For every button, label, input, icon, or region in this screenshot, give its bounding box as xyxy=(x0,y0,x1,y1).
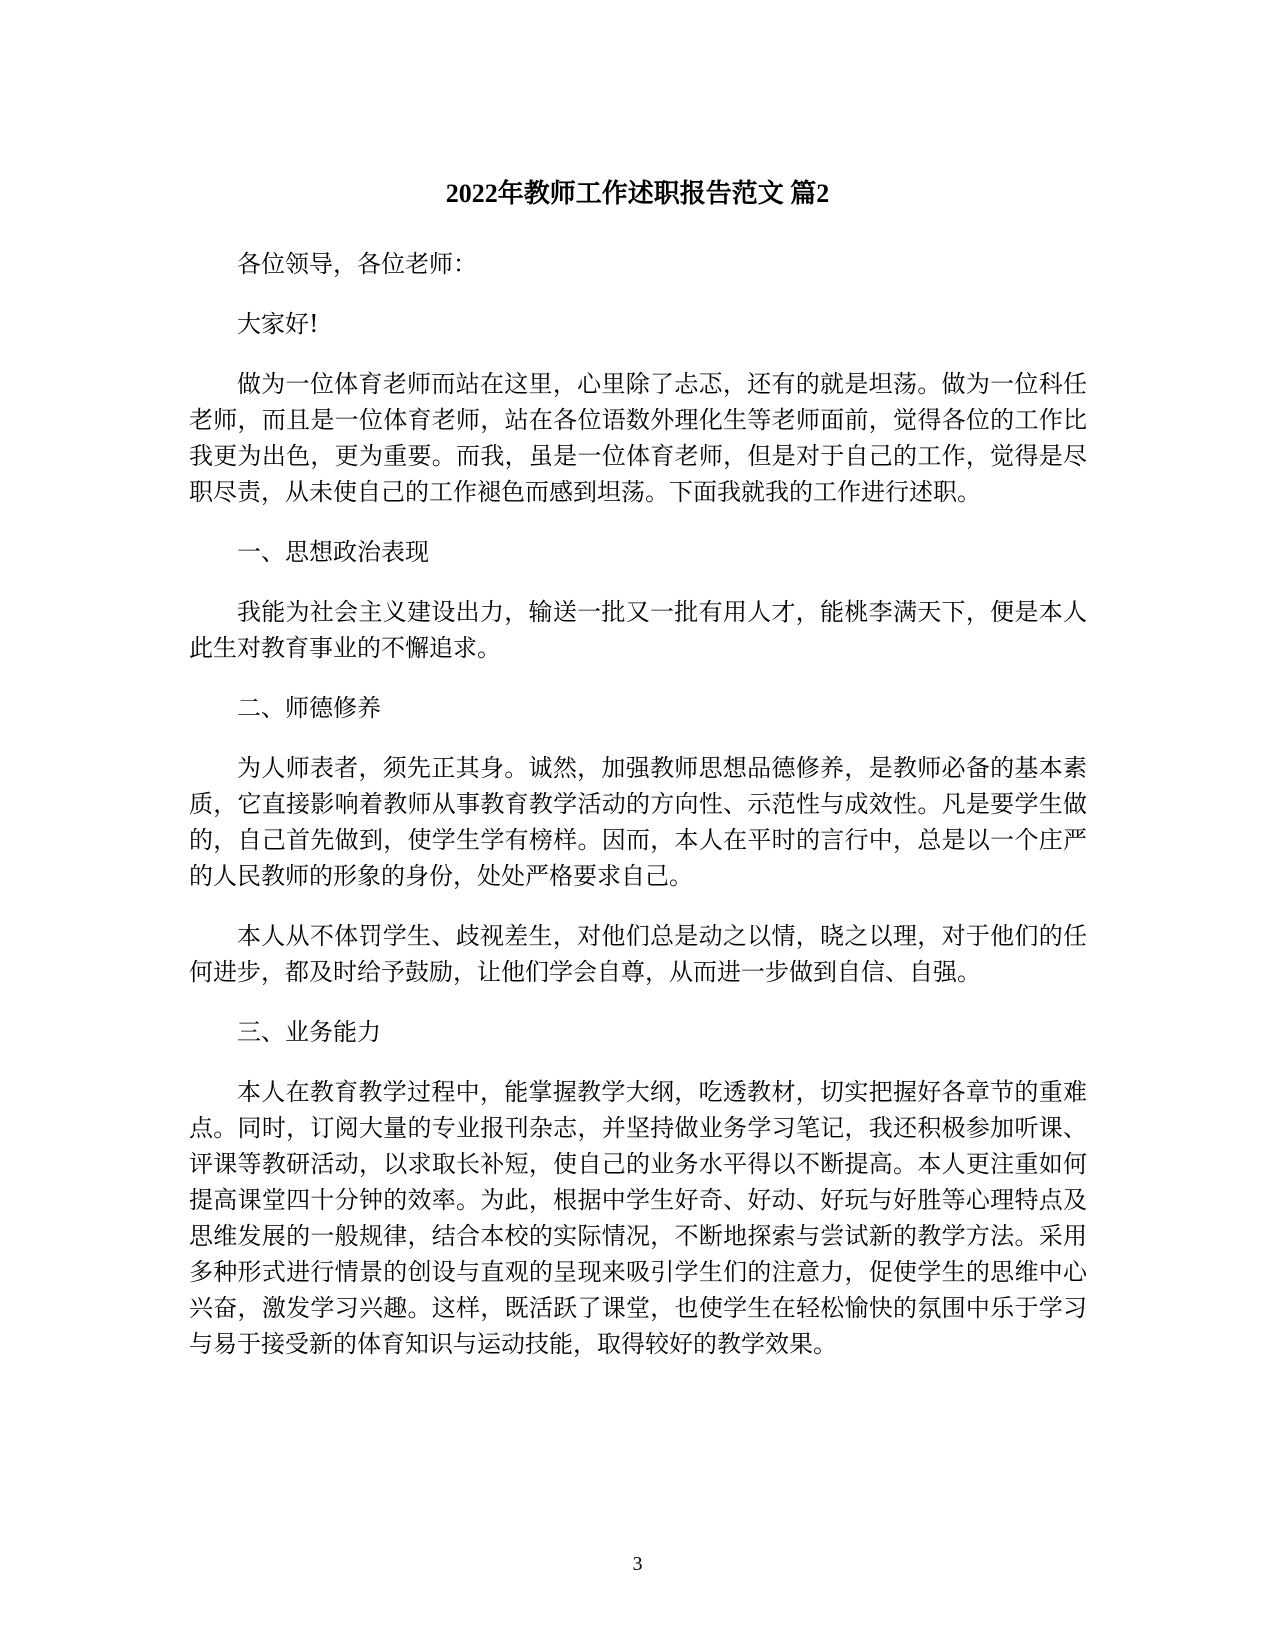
section-heading-ethics: 二、师德修养 xyxy=(237,694,381,722)
document-title: 2022年教师工作述职报告范文 篇2 xyxy=(445,179,830,208)
section-body-ability: 本人在教育教学过程中，能掌握教学大纲，吃透教材，切实把握好各章节的重难点。同时，订阅大量的专业报刊杂志，并坚持做业务学习笔记，我还积极参加听课、评课等教研活动，以求取长补短，使自己的业务水平得以不断提高。本人更注重如何提高课堂四十分钟的效率。为此，根据中学生好奇、好动、好玩与好胜等心理特点及思维发展的一般规律，结合本校的实际情况，不断地探索与尝试新的教学方法。采用多种形式进行情景的创设与直观的呈现来吸引学生们的注意力，促使学生的思维中心兴奋，激发学习兴趣。这样，既活跃了课堂，也使学生在轻松愉快的氛围中乐于学习与易于接受新的体育知识与运动技能，取得较好的教学效果。 xyxy=(189,1078,1087,1358)
section-heading-politics: 一、思想政治表现 xyxy=(237,538,429,566)
section-body-politics: 我能为社会主义建设出力，输送一批又一批有用人才，能桃李满天下，便是本人此生对教育事业的不懈追求。 xyxy=(189,598,1087,662)
greeting-paragraph: 各位领导，各位老师： xyxy=(237,250,477,278)
section-body-ethics-2: 本人从不体罚学生、歧视差生，对他们总是动之以情，晓之以理，对于他们的任何进步，都及时给予鼓励，让他们学会自尊，从而进一步做到自信、自强。 xyxy=(189,922,1087,986)
section-heading-ability: 三、业务能力 xyxy=(237,1018,381,1046)
page-number: 3 xyxy=(632,1553,643,1575)
section-body-ethics-1: 为人师表者，须先正其身。诚然，加强教师思想品德修养，是教师必备的基本素质，它直接影响着教师从事教育教学活动的方向性、示范性与成效性。凡是要学生做的，自己首先做到，使学生学有榜样。因而，本人在平时的言行中，总是以一个庄严的人民教师的形象的身份，处处严格要求自己。 xyxy=(189,754,1087,890)
intro-paragraph: 做为一位体育老师而站在这里，心里除了忐忑，还有的就是坦荡。做为一位科任老师，而且是一位体育老师，站在各位语数外理化生等老师面前，觉得各位的工作比我更为出色，更为重要。而我，虽是一位体育老师，但是对于自己的工作，觉得是尽职尽责，从未使自己的工作褪色而感到坦荡。下面我就我的工作进行述职。 xyxy=(189,370,1087,506)
document-body xyxy=(189,246,1087,1386)
hello-paragraph: 大家好! xyxy=(237,310,319,338)
